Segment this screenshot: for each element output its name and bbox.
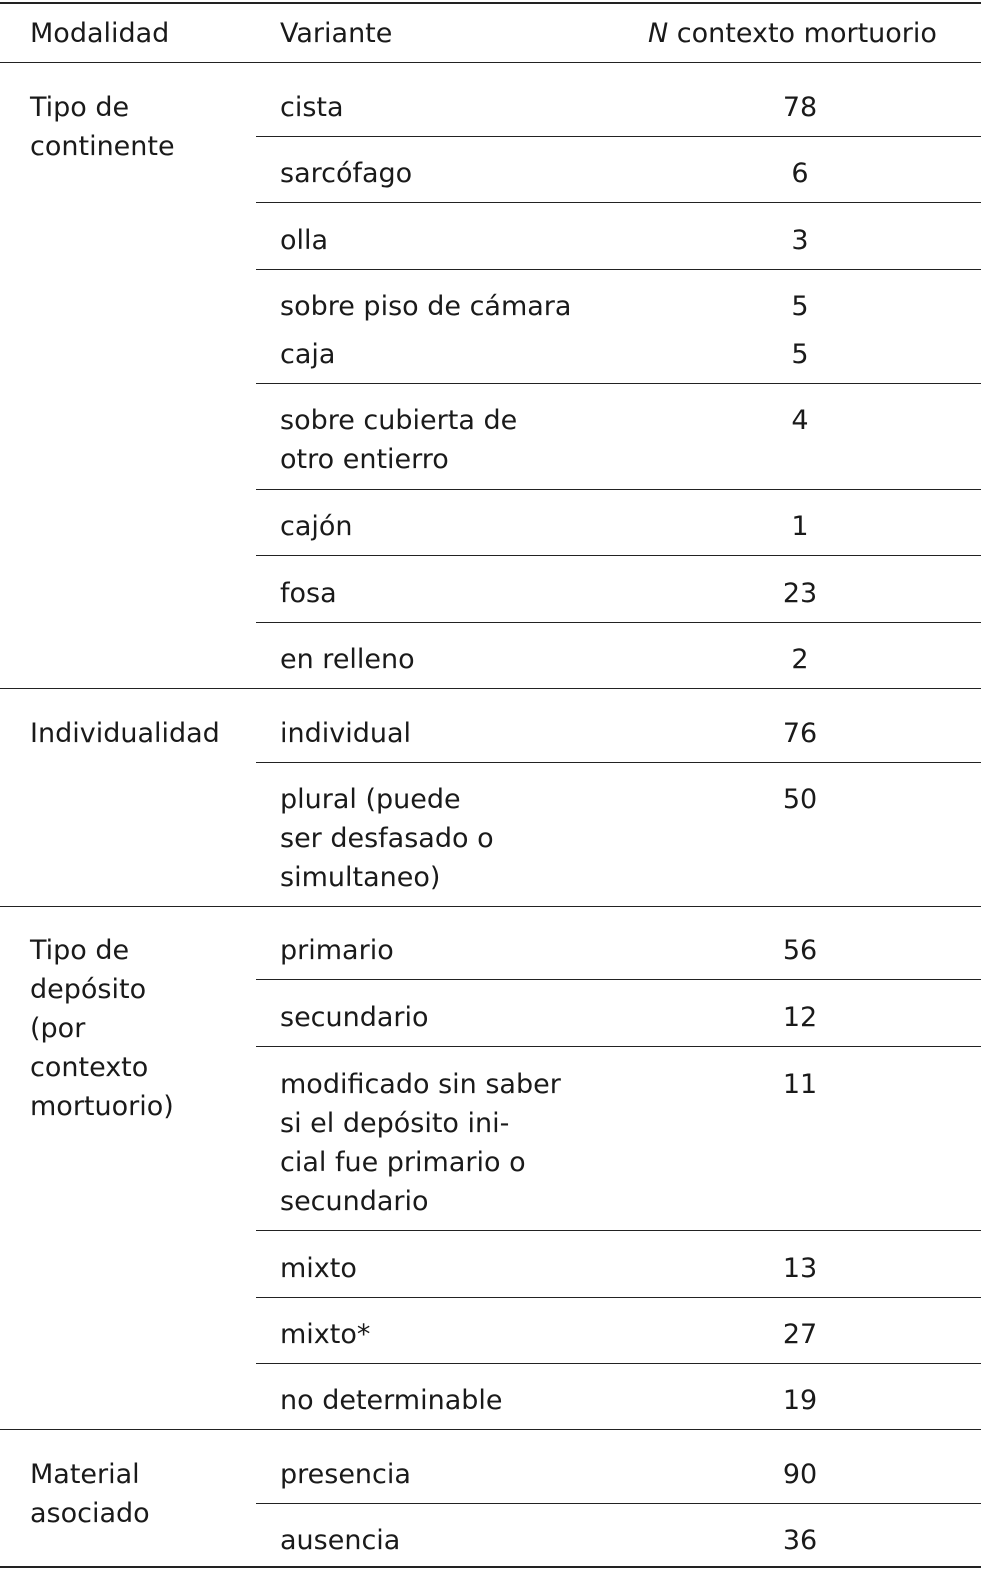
variante-label: sobre cubierta de bbox=[280, 405, 518, 436]
n-value: 50 bbox=[782, 784, 818, 815]
variante-label: individual bbox=[280, 718, 412, 749]
modalidad-label: continente bbox=[30, 131, 175, 162]
n-value: 3 bbox=[791, 225, 809, 256]
variante-label: plural (puede bbox=[280, 784, 461, 815]
variante-label: sarcófago bbox=[280, 158, 413, 189]
row-rule bbox=[256, 762, 981, 763]
n-value: 23 bbox=[782, 578, 818, 609]
modalidad-label: asociado bbox=[30, 1498, 150, 1529]
variante-label: otro entierro bbox=[280, 444, 449, 475]
modalidad-label: Tipo de bbox=[30, 92, 130, 123]
variante-label: en relleno bbox=[280, 644, 415, 675]
row-rule bbox=[256, 1503, 981, 1504]
n-value: 12 bbox=[782, 1002, 818, 1033]
variante-label: secundario bbox=[280, 1002, 429, 1033]
variante-label: modificado sin saber bbox=[280, 1069, 561, 1100]
modalidad-label: depósito bbox=[30, 974, 147, 1005]
row-rule bbox=[256, 136, 981, 137]
variante-label: cajón bbox=[280, 511, 353, 542]
header-rule bbox=[0, 62, 981, 63]
row-rule bbox=[256, 383, 981, 384]
variante-label: ser desfasado o bbox=[280, 823, 494, 854]
row-rule bbox=[256, 979, 981, 980]
row-rule bbox=[256, 269, 981, 270]
header-n-italic: N bbox=[648, 18, 669, 49]
header-n-contexto bbox=[648, 14, 937, 54]
variante-label: fosa bbox=[280, 578, 337, 609]
n-value: 19 bbox=[782, 1385, 818, 1416]
variante-label: olla bbox=[280, 225, 329, 256]
variante-label: primario bbox=[280, 935, 394, 966]
n-value: 36 bbox=[782, 1525, 818, 1556]
modalidad-label: Individualidad bbox=[30, 718, 220, 749]
row-rule bbox=[256, 202, 981, 203]
n-value: 4 bbox=[791, 405, 809, 436]
variante-label: ausencia bbox=[280, 1525, 401, 1556]
n-value: 1 bbox=[791, 511, 809, 542]
variante-label: presencia bbox=[280, 1459, 411, 1490]
n-value: 5 bbox=[791, 291, 809, 322]
n-value: 2 bbox=[791, 644, 809, 675]
variante-label: cial fue primario o bbox=[280, 1147, 526, 1178]
row-rule bbox=[256, 1046, 981, 1047]
n-value: 78 bbox=[782, 92, 818, 123]
header-variante: Variante bbox=[280, 18, 393, 49]
variante-label: mixto bbox=[280, 1253, 357, 1284]
group-rule bbox=[0, 1429, 981, 1430]
table-top-rule bbox=[0, 2, 981, 4]
n-value: 90 bbox=[782, 1459, 818, 1490]
variante-label: mixto* bbox=[280, 1319, 371, 1350]
row-rule bbox=[256, 1297, 981, 1298]
variante-label: sobre piso de cámara bbox=[280, 291, 572, 322]
header-n-label: contexto mortuorio bbox=[668, 18, 937, 49]
n-value: 6 bbox=[791, 158, 809, 189]
variante-label: simultaneo) bbox=[280, 862, 441, 893]
n-value: 5 bbox=[791, 339, 809, 370]
variante-label: secundario bbox=[280, 1186, 429, 1217]
row-rule bbox=[256, 1230, 981, 1231]
variante-label: si el depósito ini- bbox=[280, 1108, 510, 1139]
n-value: 27 bbox=[782, 1319, 818, 1350]
n-value: 11 bbox=[782, 1069, 818, 1100]
modalidad-label: Tipo de bbox=[30, 935, 130, 966]
row-rule bbox=[256, 555, 981, 556]
variante-label: no determinable bbox=[280, 1385, 503, 1416]
row-rule bbox=[256, 489, 981, 490]
modalidad-label: contexto bbox=[30, 1052, 149, 1083]
row-rule bbox=[256, 1363, 981, 1364]
variante-label: cista bbox=[280, 92, 344, 123]
modalidad-label: Material bbox=[30, 1459, 140, 1490]
header-modalidad: Modalidad bbox=[30, 18, 170, 49]
group-rule bbox=[0, 688, 981, 689]
modalidad-label: mortuorio) bbox=[30, 1091, 174, 1122]
table-bottom-rule bbox=[0, 1566, 981, 1568]
n-value: 56 bbox=[782, 935, 818, 966]
group-rule bbox=[0, 906, 981, 907]
variante-label: caja bbox=[280, 339, 336, 370]
n-value: 13 bbox=[782, 1253, 818, 1284]
n-value: 76 bbox=[782, 718, 818, 749]
row-rule bbox=[256, 622, 981, 623]
modalidad-label: (por bbox=[30, 1013, 86, 1044]
